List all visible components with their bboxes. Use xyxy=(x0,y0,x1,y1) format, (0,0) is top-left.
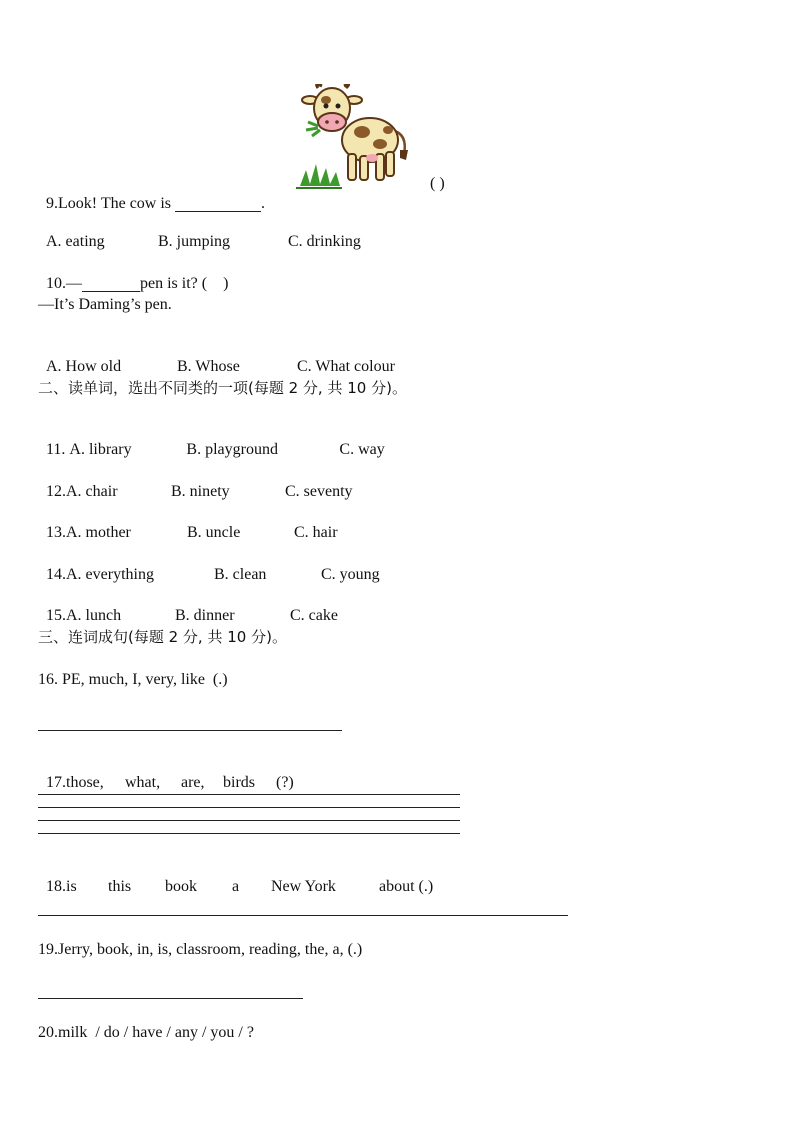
q10-reply: —It’s Daming’s pen. xyxy=(38,296,172,313)
q11-option-b[interactable]: B. playground xyxy=(186,441,278,458)
q14-option-c[interactable]: C. young xyxy=(321,566,380,583)
q17-word-1: those, xyxy=(66,774,104,791)
q12-number: 12. xyxy=(46,483,66,500)
q18-word-2: this xyxy=(108,878,132,895)
q18-number: 18. xyxy=(46,878,66,895)
question-10 xyxy=(38,254,228,294)
q14-option-a[interactable]: A. everything xyxy=(66,566,154,583)
question-19: 19.Jerry, book, in, is, classroom, reading, the, a, (.) xyxy=(38,941,363,958)
question-13 xyxy=(38,503,338,543)
q16-answer-line[interactable] xyxy=(38,730,342,731)
q10-options xyxy=(38,337,395,377)
q18-word-1: is xyxy=(66,878,77,895)
q17-word-4: birds xyxy=(223,774,255,791)
q18-word-6: about (.) xyxy=(379,878,434,895)
q12-option-b[interactable]: B. ninety xyxy=(171,483,230,500)
q13-option-c[interactable]: C. hair xyxy=(294,524,338,541)
q15-option-b[interactable]: B. dinner xyxy=(175,607,235,624)
q10-suffix: pen is it? ( ) xyxy=(140,275,229,292)
q9-paren: ( ) xyxy=(430,175,445,192)
question-11 xyxy=(38,420,385,460)
q17-writing-line-2[interactable] xyxy=(38,807,460,808)
q18-word-5: New York xyxy=(271,878,336,895)
q10-option-c[interactable]: C. What colour xyxy=(297,358,395,375)
question-16: 16. PE, much, I, very, like (.) xyxy=(38,671,228,688)
q9-prefix: 9.Look! The cow is xyxy=(46,195,176,212)
question-14 xyxy=(38,545,380,585)
q15-number: 15. xyxy=(46,607,66,624)
q14-option-b[interactable]: B. clean xyxy=(214,566,267,583)
section-3-title: 三、连词成句(每题 2 分, 共 10 分)。 xyxy=(38,628,287,646)
q9-options xyxy=(38,212,361,252)
q9-option-a[interactable]: A. eating xyxy=(46,233,105,250)
question-20: 20.milk / do / have / any / you / ? xyxy=(38,1024,254,1041)
q17-number: 17. xyxy=(46,774,66,791)
question-12 xyxy=(38,462,353,502)
q17-writing-line-4[interactable] xyxy=(38,833,460,834)
q18-word-3: book xyxy=(165,878,197,895)
question-17 xyxy=(38,753,294,793)
q17-word-2: what, xyxy=(125,774,161,791)
q13-number: 13. xyxy=(46,524,66,541)
q9-suffix: . xyxy=(261,195,266,212)
q12-option-a[interactable]: A. chair xyxy=(66,483,118,500)
q10-answer-blank[interactable] xyxy=(82,275,140,292)
grass-icon xyxy=(296,164,342,188)
q10-prefix: 10.— xyxy=(46,275,82,292)
q18-answer-line[interactable] xyxy=(38,915,568,916)
q10-option-a[interactable]: A. How old xyxy=(46,358,122,375)
q11-number: 11. xyxy=(46,441,70,458)
q15-option-a[interactable]: A. lunch xyxy=(66,607,122,624)
q14-number: 14. xyxy=(46,566,66,583)
q9-option-c[interactable]: C. drinking xyxy=(288,233,361,250)
q15-option-c[interactable]: C. cake xyxy=(290,607,338,624)
q17-word-5: (?) xyxy=(276,774,294,791)
q17-word-3: are, xyxy=(181,774,205,791)
cow-illustration xyxy=(296,84,420,190)
q9-answer-blank[interactable] xyxy=(175,195,261,212)
q17-writing-line-3[interactable] xyxy=(38,820,460,821)
question-15 xyxy=(38,586,338,626)
q13-option-b[interactable]: B. uncle xyxy=(187,524,241,541)
q11-option-a[interactable]: A. library xyxy=(69,441,132,458)
q11-option-c[interactable]: C. way xyxy=(339,441,385,458)
q13-option-a[interactable]: A. mother xyxy=(66,524,131,541)
q10-option-b[interactable]: B. Whose xyxy=(177,358,240,375)
q19-answer-line[interactable] xyxy=(38,998,303,999)
q12-option-c[interactable]: C. seventy xyxy=(285,483,353,500)
question-18 xyxy=(38,857,433,897)
q9-option-b[interactable]: B. jumping xyxy=(158,233,231,250)
section-2-title: 二、读单词，选出不同类的一项(每题 2 分, 共 10 分)。 xyxy=(38,379,407,397)
q18-word-4: a xyxy=(232,878,240,895)
question-9 xyxy=(38,174,265,214)
q17-writing-line-1[interactable] xyxy=(38,794,460,795)
